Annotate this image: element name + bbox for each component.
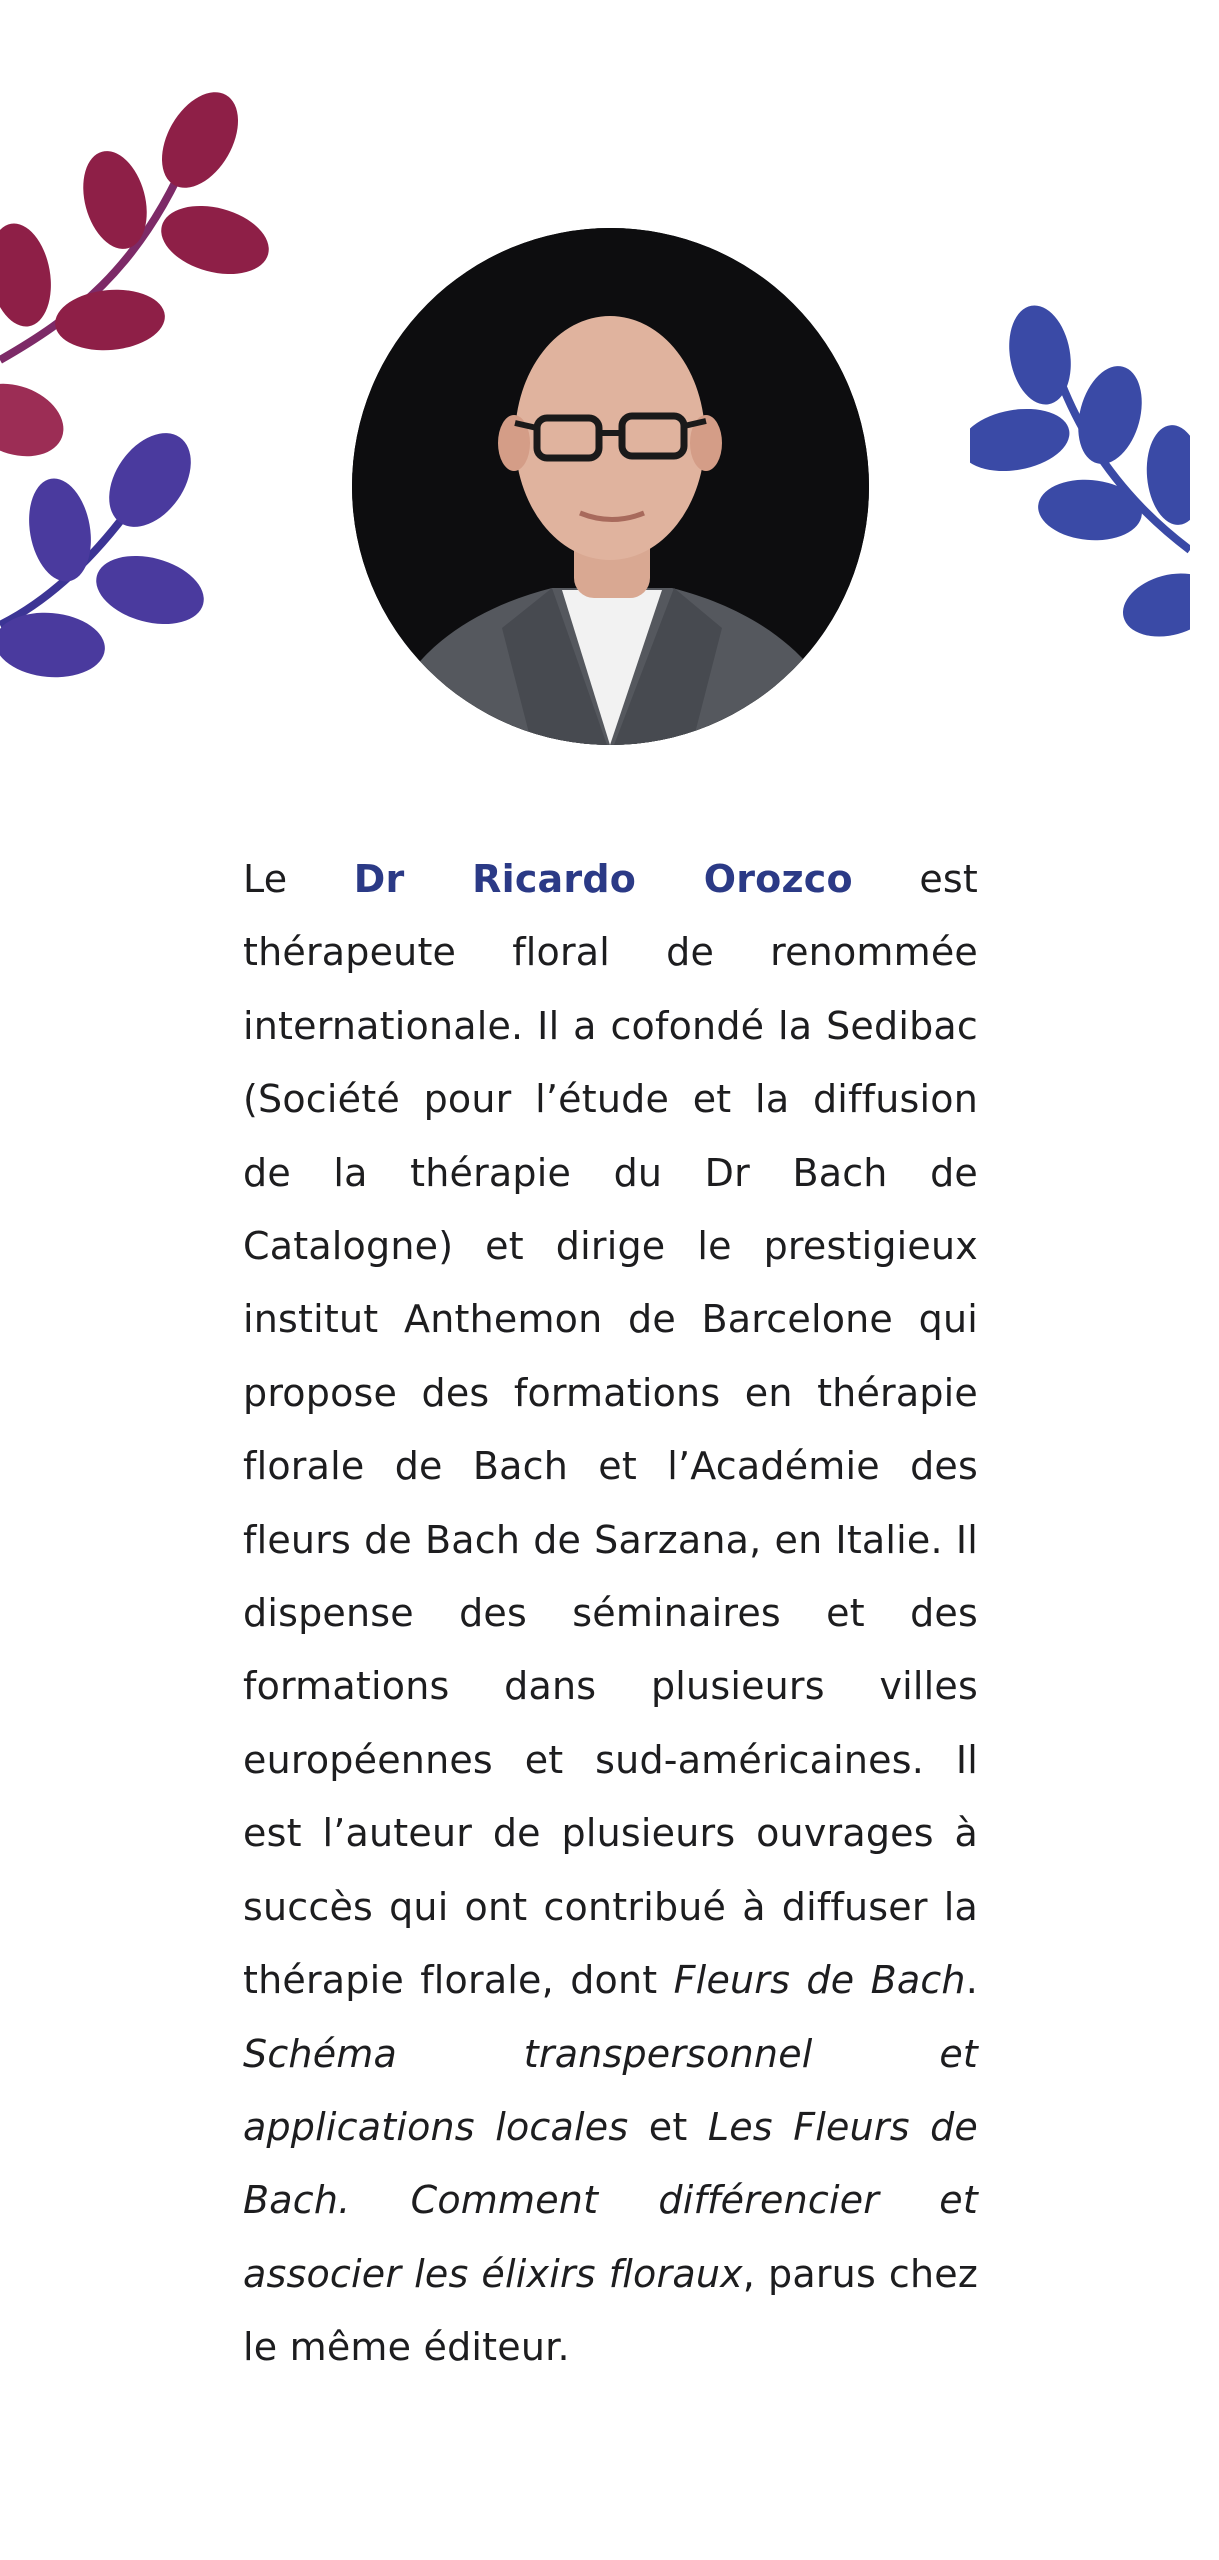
author-portrait [352, 228, 869, 745]
book-title-2: Les Fleurs de Bach. Comment différencier et associer les élixirs floraux [243, 2104, 978, 2296]
author-photo [352, 228, 869, 745]
bio-text-4: , parus chez le même éditeur. [243, 2251, 978, 2370]
book-title-1: Fleurs de Bach [673, 1958, 966, 2003]
bio-text-2: . [965, 1958, 978, 2003]
author-bio [243, 843, 978, 2385]
bio-prefix: Le [243, 857, 354, 901]
bio-text-3: et [628, 2104, 708, 2149]
purple-branch-decoration [0, 420, 220, 700]
author-name: Dr Ricardo Orozco [353, 857, 853, 901]
book-title-1-subtitle: Schéma transpersonnel et applications locales [243, 2031, 978, 2149]
bio-text-1: est thérapeute floral de renommée internationale. Il a cofondé la Sedibac (Société pour l’étude et la diffusion de la thérapie du Dr Bach de Catalogne) et dirige le prestigieux institut Anthemon de Barcelone qui propose des formations en thérapie florale de Bach et l’Académie des fleurs de Bach de Sarzana, en Italie. Il dispense des séminaires et des formations dans plusieurs villes européennes et sud-américaines. Il est l’auteur de plusieurs ouvrages à succès qui ont contribué à diffuser la thérapie florale, dont [243, 857, 978, 2003]
blue-branch-decoration [970, 300, 1190, 650]
